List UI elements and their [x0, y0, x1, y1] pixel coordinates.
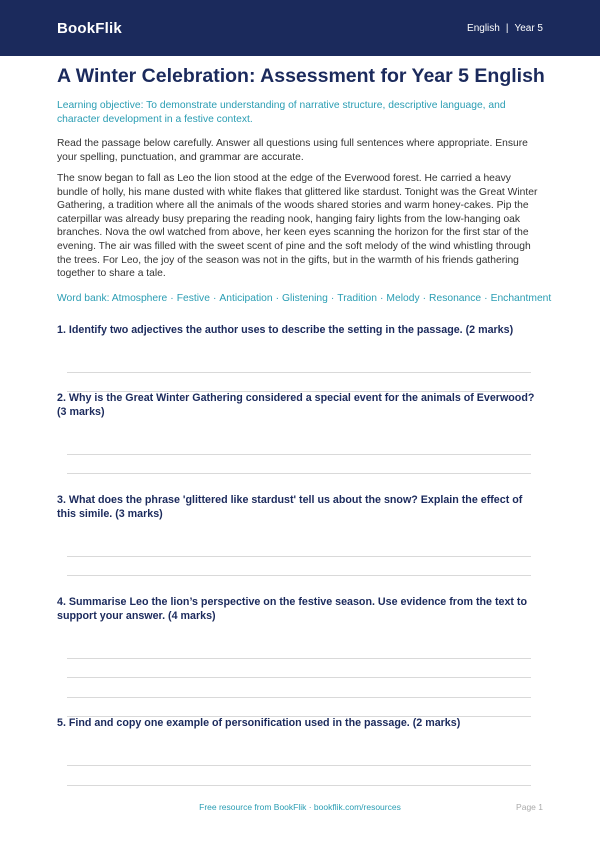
answer-line[interactable]: [67, 372, 531, 373]
answer-line[interactable]: [67, 785, 531, 786]
answer-line[interactable]: [67, 575, 531, 576]
page-header: [0, 0, 600, 56]
word-bank-word: Atmosphere: [111, 293, 168, 304]
instructions: Read the passage below carefully. Answer all questions using full sentences where appropriate. Ensure your spelling, punctuation, and grammar are accurate.: [57, 138, 528, 163]
word-bank-word: Melody: [386, 293, 420, 304]
answer-line[interactable]: [67, 454, 531, 455]
question-3: 3. What does the phrase 'glittered like stardust' tell us about the snow? Explain the effect of this simile. (3 marks): [57, 494, 523, 521]
learning-objective: Learning objective: To demonstrate understanding of narrative structure, descriptive language, and character development in a festive context.: [57, 100, 506, 125]
bullet: ·: [170, 293, 174, 304]
page-number: Page 1: [516, 802, 543, 812]
reading-passage: The snow began to fall as Leo the lion stood at the edge of the Everwood forest. He carried a heavy bundle of holly, his mane dusted with white flakes that glittered like stardust. Tonight was the Great Winter Gathering, a tradition where all the animals of the woods shared stories and warm honey-cakes. Pip the caterpillar was already busy preparing the reading nook, hanging fairy lights from the low-hanging oak branches. Nova the owl watched from above, her keen eyes scanning the horizon for the first star of the evening. The air was filled with the sweet scent of pine and the soft melody of the wind whistling through the trees. For Leo, the joy of the season was not in the gifts, but in the warmth of his friends gathering together to share a tale.: [57, 173, 538, 280]
word-bank-word: Resonance: [429, 293, 482, 304]
separator: |: [505, 22, 509, 34]
answer-line[interactable]: [67, 658, 531, 659]
answer-line[interactable]: [67, 697, 531, 698]
brand-logo: BookFlik: [57, 19, 122, 37]
question-5: 5. Find and copy one example of personification used in the passage. (2 marks): [57, 717, 461, 729]
word-bank-word: Festive: [176, 293, 210, 304]
bullet: ·: [212, 293, 217, 304]
question-4: 4. Summarise Leo the lion’s perspective on the festive season. Use evidence from the text to support your answer. (4 marks): [57, 596, 528, 623]
word-bank-word: Tradition: [337, 293, 377, 304]
bullet: ·: [275, 293, 280, 304]
bullet: ·: [379, 293, 384, 304]
bullet: ·: [422, 293, 427, 304]
word-bank: [57, 292, 552, 306]
answer-line[interactable]: [67, 765, 531, 766]
worksheet-title: A Winter Celebration: Assessment for Year 5 English: [57, 65, 545, 87]
subject-label: English: [467, 22, 500, 34]
word-bank-word: Anticipation: [219, 293, 273, 304]
bullet: ·: [330, 293, 335, 304]
footer-credit: Free resource from BookFlik · bookflik.com/resources: [199, 802, 401, 812]
word-bank-label: Word bank:: [57, 293, 110, 304]
question-2: 2. Why is the Great Winter Gathering considered a special event for the animals of Everwood? (3 marks): [57, 392, 535, 419]
subject-year-label: [467, 23, 543, 34]
answer-line[interactable]: [67, 556, 531, 557]
answer-line[interactable]: [67, 677, 531, 678]
question-1: 1. Identify two adjectives the author uses to describe the setting in the passage. (2 marks): [57, 324, 514, 336]
bullet: ·: [484, 293, 488, 304]
word-bank-word: Enchantment: [490, 293, 552, 304]
answer-line[interactable]: [67, 473, 531, 474]
word-bank-word: Glistening: [282, 293, 328, 304]
year-label: Year 5: [514, 22, 543, 34]
